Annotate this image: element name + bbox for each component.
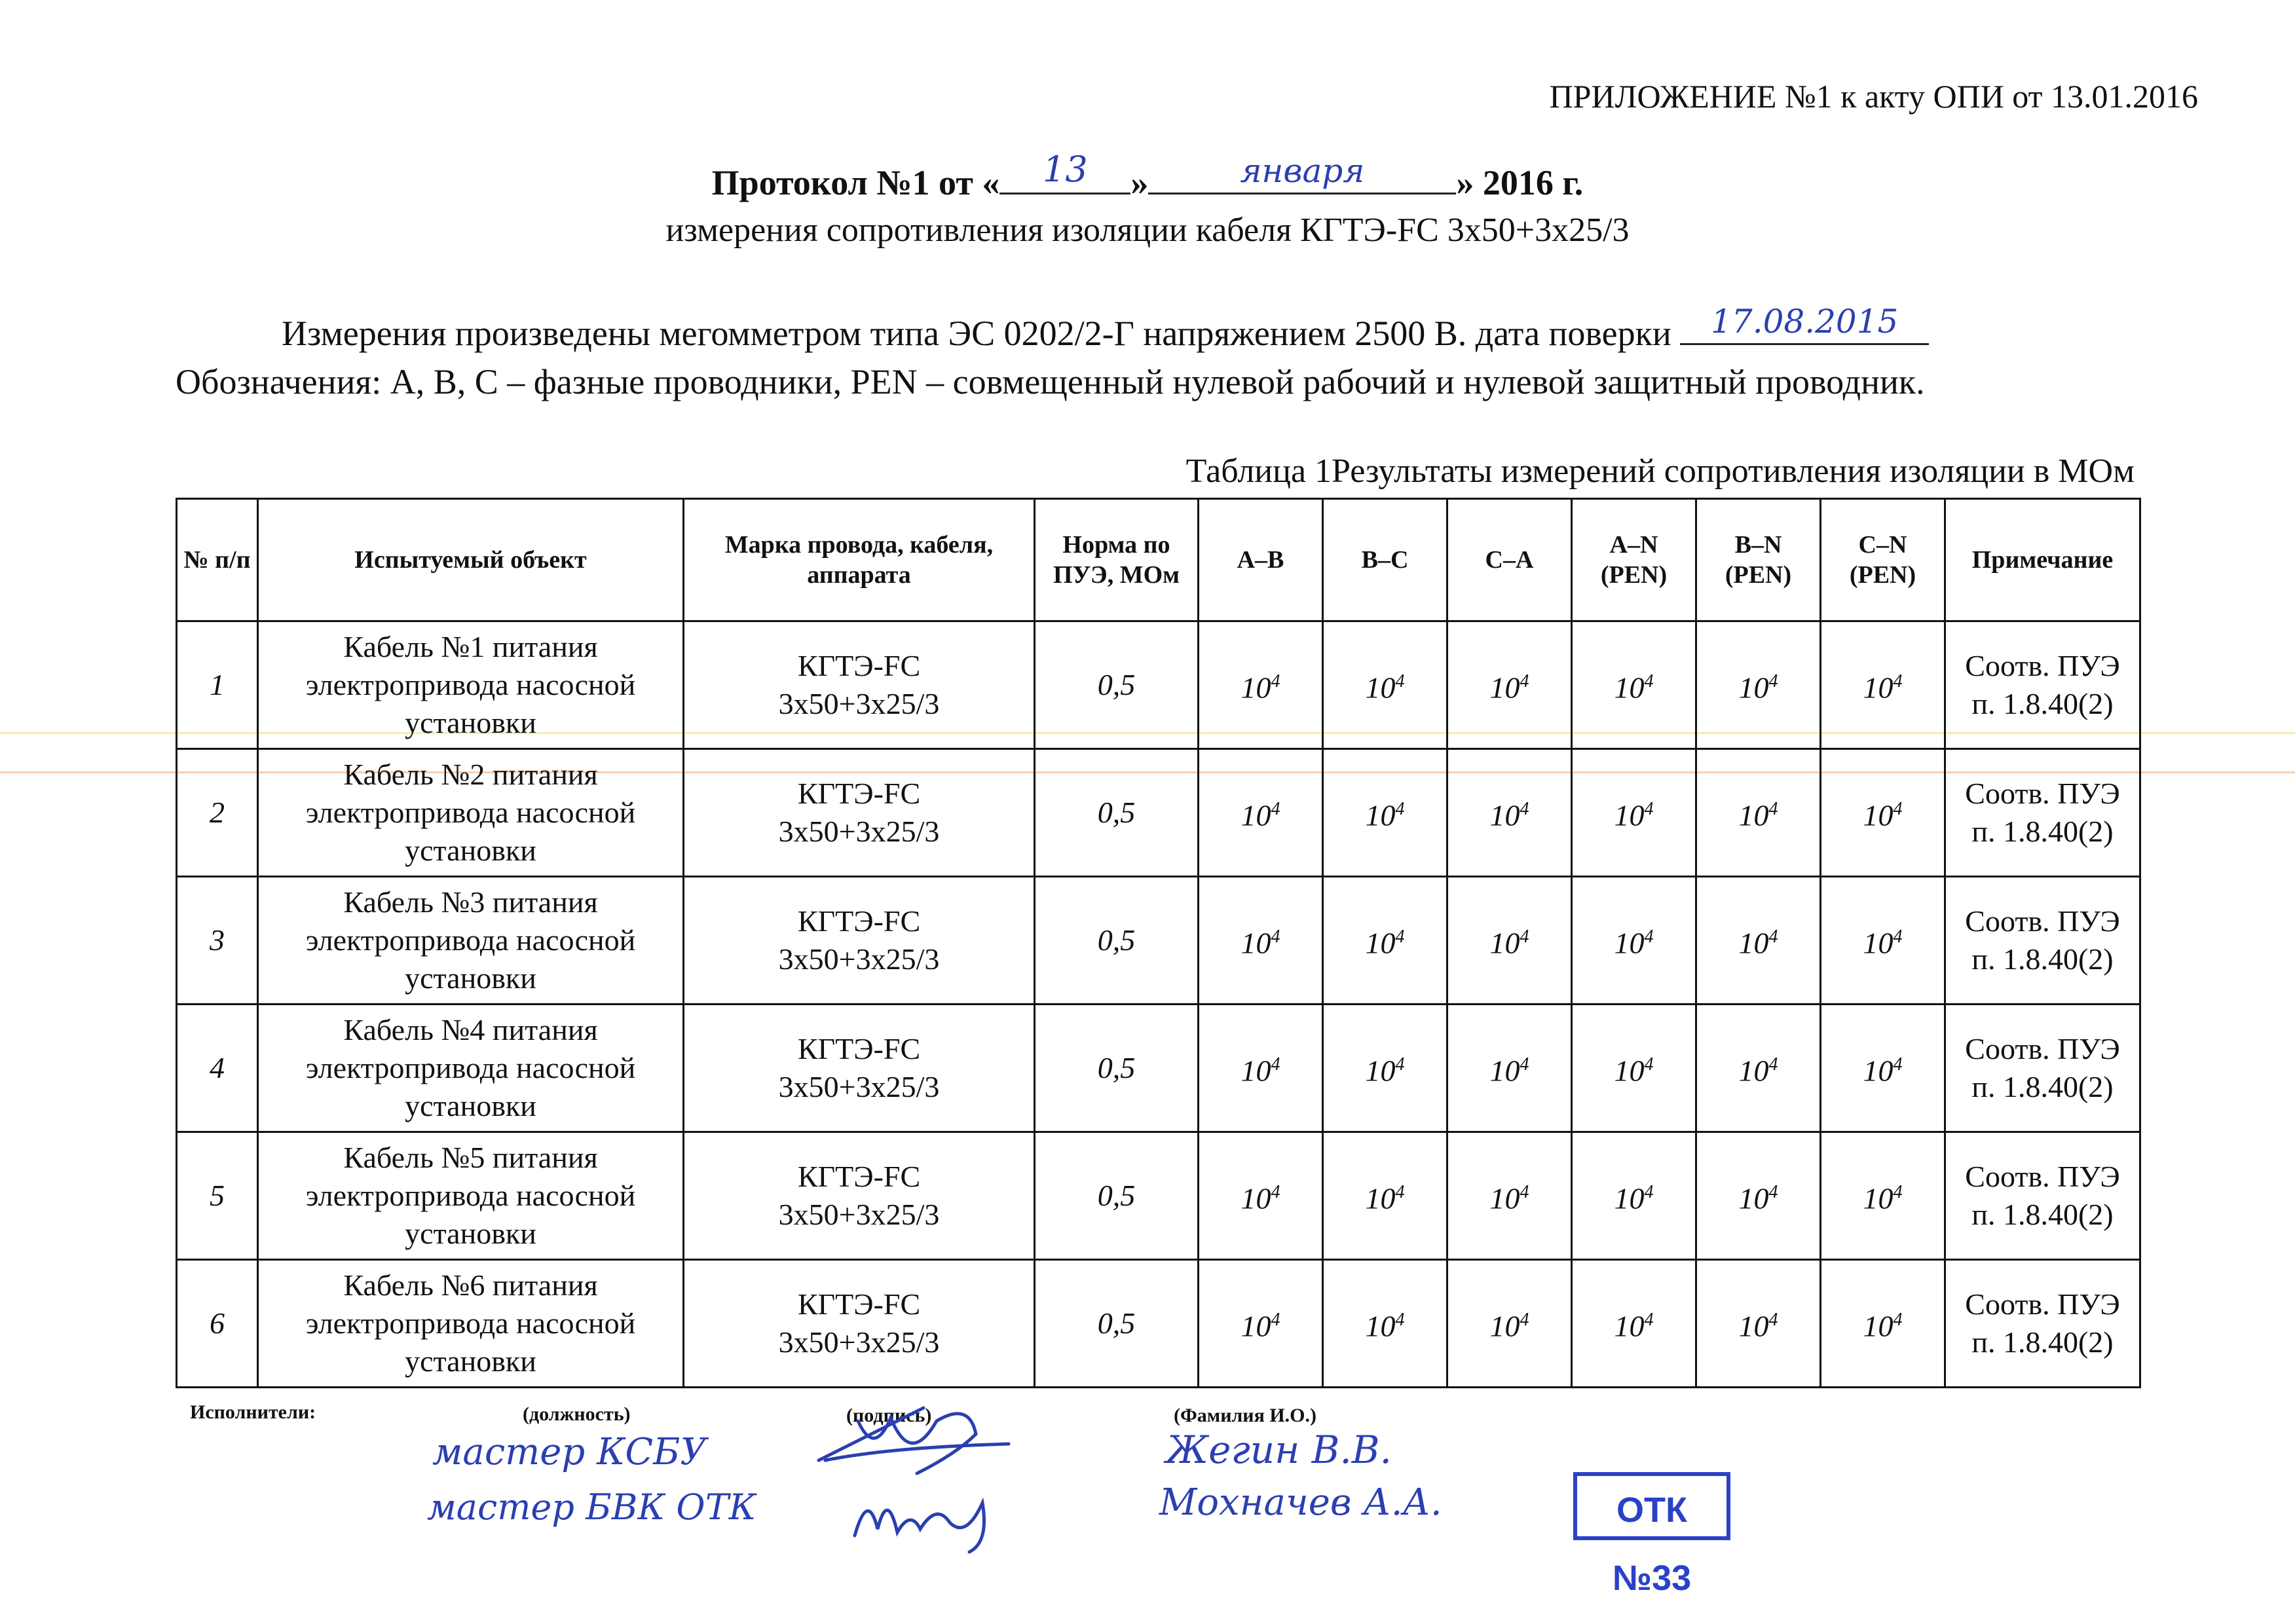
value-base: 10 <box>1738 926 1769 960</box>
col-header-num: № п/п <box>177 499 258 621</box>
value-exponent: 4 <box>1395 1310 1405 1331</box>
value-base: 10 <box>1241 671 1271 705</box>
cell-norm: 0,5 <box>1035 877 1199 1005</box>
value-base: 10 <box>1489 926 1520 960</box>
value-base: 10 <box>1738 1054 1769 1088</box>
cell-ca <box>1447 1260 1572 1388</box>
measurement-paragraph <box>282 303 1929 354</box>
cell-norm: 0,5 <box>1035 621 1199 749</box>
value-base: 10 <box>1241 1309 1271 1343</box>
brand-line-2: 3х50+3х25/3 <box>778 1198 940 1231</box>
value-exponent: 4 <box>1893 927 1903 948</box>
table-row <box>177 1260 2140 1388</box>
value-base: 10 <box>1614 798 1645 832</box>
table-header-row <box>177 499 2140 621</box>
note-line-1: Соотв. ПУЭ <box>1965 1032 2120 1065</box>
cell-cn <box>1821 1260 1945 1388</box>
value-exponent: 4 <box>1893 1182 1903 1203</box>
value-base: 10 <box>1738 1309 1769 1343</box>
value-exponent: 4 <box>1520 927 1529 948</box>
value-exponent: 4 <box>1768 1182 1778 1203</box>
brand-line-2: 3х50+3х25/3 <box>778 942 940 976</box>
cell-norm: 0,5 <box>1035 1132 1199 1260</box>
cell-brand <box>684 877 1035 1005</box>
value-exponent: 4 <box>1395 927 1405 948</box>
cell-bn <box>1696 877 1821 1005</box>
verification-date-blank <box>1680 303 1929 345</box>
otk-stamp: ОТК №33 <box>1573 1472 1730 1540</box>
cell-brand <box>684 1005 1035 1132</box>
cell-object: Кабель №2 питания электропривода насосной установки <box>258 749 684 877</box>
cell-object: Кабель №1 питания электропривода насосной установки <box>258 621 684 749</box>
month-blank <box>1148 152 1456 194</box>
value-exponent: 4 <box>1520 799 1529 820</box>
value-base: 10 <box>1365 798 1396 832</box>
value-exponent: 4 <box>1520 671 1529 692</box>
note-line-2: п. 1.8.40(2) <box>1971 815 2114 848</box>
cell-norm: 0,5 <box>1035 1260 1199 1388</box>
value-base: 10 <box>1614 1181 1645 1215</box>
value-base: 10 <box>1489 671 1520 705</box>
position-label: (должность) <box>523 1403 631 1425</box>
title-mid: » <box>1130 163 1149 202</box>
cell-brand <box>684 1260 1035 1388</box>
cell-bc <box>1323 621 1447 749</box>
cell-bc <box>1323 749 1447 877</box>
cell-object: Кабель №3 питания электропривода насосной установки <box>258 877 684 1005</box>
value-base: 10 <box>1365 1309 1396 1343</box>
cell-ab <box>1199 1132 1323 1260</box>
cell-cn <box>1821 621 1945 749</box>
value-exponent: 4 <box>1395 1182 1405 1203</box>
handwritten-position-2: мастер БВК ОТК <box>427 1486 756 1528</box>
cell-bc <box>1323 1260 1447 1388</box>
cell-ca <box>1447 749 1572 877</box>
performers-label: Исполнители: <box>190 1401 316 1423</box>
cell-note <box>1945 877 2140 1005</box>
col-header-ca: С–А <box>1447 499 1572 621</box>
value-exponent: 4 <box>1768 1310 1778 1331</box>
brand-line-1: КГТЭ-FC <box>797 1287 921 1321</box>
cell-object: Кабель №6 питания электропривода насосной установки <box>258 1260 684 1388</box>
value-base: 10 <box>1863 1309 1894 1343</box>
cell-an <box>1572 621 1696 749</box>
cell-ca <box>1447 877 1572 1005</box>
note-line-1: Соотв. ПУЭ <box>1965 1160 2120 1193</box>
brand-line-2: 3х50+3х25/3 <box>778 687 940 720</box>
value-exponent: 4 <box>1520 1310 1529 1331</box>
note-line-1: Соотв. ПУЭ <box>1965 1287 2120 1321</box>
insulation-results-table <box>176 498 2141 1388</box>
value-exponent: 4 <box>1271 927 1280 948</box>
cell-an <box>1572 877 1696 1005</box>
table-row <box>177 621 2140 749</box>
value-exponent: 4 <box>1768 927 1778 948</box>
note-line-1: Соотв. ПУЭ <box>1965 649 2120 682</box>
value-base: 10 <box>1614 1309 1645 1343</box>
protocol-subtitle: измерения сопротивления изоляции кабеля КГТЭ-FC 3х50+3х25/3 <box>665 212 1630 249</box>
value-base: 10 <box>1863 926 1894 960</box>
value-base: 10 <box>1738 798 1769 832</box>
note-line-2: п. 1.8.40(2) <box>1971 942 2114 976</box>
col-header-bn: В–N (PEN) <box>1696 499 1821 621</box>
handwritten-month: января <box>1240 152 1365 190</box>
note-line-2: п. 1.8.40(2) <box>1971 687 2114 720</box>
value-exponent: 4 <box>1644 799 1654 820</box>
cell-ca <box>1447 1132 1572 1260</box>
value-base: 10 <box>1614 1054 1645 1088</box>
cell-ab <box>1199 749 1323 877</box>
title-prefix: Протокол №1 от « <box>711 163 1000 202</box>
cell-bn <box>1696 621 1821 749</box>
value-exponent: 4 <box>1644 1054 1654 1075</box>
signature-label: (подпись) <box>846 1405 932 1426</box>
value-exponent: 4 <box>1893 1310 1903 1331</box>
value-exponent: 4 <box>1520 1182 1529 1203</box>
brand-line-1: КГТЭ-FC <box>797 1160 921 1193</box>
value-exponent: 4 <box>1395 1054 1405 1075</box>
cell-ab <box>1199 1005 1323 1132</box>
cell-num: 6 <box>177 1260 258 1388</box>
cell-note <box>1945 749 2140 877</box>
value-exponent: 4 <box>1395 799 1405 820</box>
handwritten-name-1: Жегин В.В. <box>1166 1428 1392 1472</box>
brand-line-2: 3х50+3х25/3 <box>778 815 940 848</box>
name-label: (Фамилия И.О.) <box>1174 1405 1316 1426</box>
value-exponent: 4 <box>1893 1054 1903 1075</box>
table-row <box>177 1005 2140 1132</box>
handwritten-position-1: мастер КСБУ <box>432 1431 707 1473</box>
cell-bn <box>1696 1132 1821 1260</box>
value-base: 10 <box>1365 1181 1396 1215</box>
day-blank <box>999 149 1130 194</box>
cell-bc <box>1323 1005 1447 1132</box>
value-exponent: 4 <box>1768 799 1778 820</box>
value-exponent: 4 <box>1644 927 1654 948</box>
value-exponent: 4 <box>1768 671 1778 692</box>
value-base: 10 <box>1241 1181 1271 1215</box>
table-row <box>177 1132 2140 1260</box>
note-line-1: Соотв. ПУЭ <box>1965 904 2120 938</box>
cell-bn <box>1696 1260 1821 1388</box>
value-base: 10 <box>1614 926 1645 960</box>
value-base: 10 <box>1738 671 1769 705</box>
handwritten-day: 13 <box>1043 149 1088 190</box>
cell-num: 3 <box>177 877 258 1005</box>
brand-line-2: 3х50+3х25/3 <box>778 1070 940 1103</box>
col-header-object: Испытуемый объект <box>258 499 684 621</box>
cell-an <box>1572 749 1696 877</box>
cell-note <box>1945 1260 2140 1388</box>
cell-bc <box>1323 1132 1447 1260</box>
value-exponent: 4 <box>1271 1054 1280 1075</box>
value-base: 10 <box>1489 798 1520 832</box>
cell-bn <box>1696 749 1821 877</box>
value-base: 10 <box>1489 1309 1520 1343</box>
cell-note <box>1945 621 2140 749</box>
handwritten-signature-2 <box>851 1477 1022 1555</box>
value-exponent: 4 <box>1271 1182 1280 1203</box>
cell-note <box>1945 1132 2140 1260</box>
note-line-2: п. 1.8.40(2) <box>1971 1070 2114 1103</box>
value-base: 10 <box>1365 926 1396 960</box>
value-exponent: 4 <box>1271 799 1280 820</box>
value-exponent: 4 <box>1395 671 1405 692</box>
brand-line-1: КГТЭ-FC <box>797 777 921 810</box>
value-base: 10 <box>1863 1054 1894 1088</box>
cell-bn <box>1696 1005 1821 1132</box>
cell-bc <box>1323 877 1447 1005</box>
protocol-title <box>0 149 2295 203</box>
value-base: 10 <box>1365 1054 1396 1088</box>
cell-cn <box>1821 1005 1945 1132</box>
value-exponent: 4 <box>1644 1182 1654 1203</box>
handwritten-name-2: Мохначев А.А. <box>1159 1481 1442 1524</box>
value-base: 10 <box>1863 798 1894 832</box>
cell-cn <box>1821 749 1945 877</box>
brand-line-1: КГТЭ-FC <box>797 904 921 938</box>
value-base: 10 <box>1489 1054 1520 1088</box>
value-exponent: 4 <box>1893 671 1903 692</box>
note-line-2: п. 1.8.40(2) <box>1971 1198 2114 1231</box>
cell-cn <box>1821 1132 1945 1260</box>
col-header-brand: Марка провода, кабеля, аппарата <box>684 499 1035 621</box>
cell-num: 4 <box>177 1005 258 1132</box>
value-exponent: 4 <box>1768 1054 1778 1075</box>
cell-brand <box>684 749 1035 877</box>
cell-num: 5 <box>177 1132 258 1260</box>
note-line-2: п. 1.8.40(2) <box>1971 1325 2114 1359</box>
value-base: 10 <box>1614 671 1645 705</box>
handwritten-verification-date: 17.08.2015 <box>1711 303 1899 341</box>
measurement-text: Измерения произведены мегомметром типа ЭС 0202/2-Г напряжением 2500 В. дата поверки <box>282 314 1671 353</box>
cell-brand <box>684 621 1035 749</box>
cell-ca <box>1447 621 1572 749</box>
cell-cn <box>1821 877 1945 1005</box>
brand-line-2: 3х50+3х25/3 <box>778 1325 940 1359</box>
value-exponent: 4 <box>1893 799 1903 820</box>
value-exponent: 4 <box>1271 1310 1280 1331</box>
cell-ab <box>1199 1260 1323 1388</box>
value-base: 10 <box>1241 798 1271 832</box>
cell-ab <box>1199 621 1323 749</box>
appendix-reference: ПРИЛОЖЕНИЕ №1 к акту ОПИ от 13.01.2016 <box>1549 78 2198 115</box>
table-row <box>177 749 2140 877</box>
cell-an <box>1572 1005 1696 1132</box>
note-line-1: Соотв. ПУЭ <box>1965 777 2120 810</box>
col-header-cn: С–N (PEN) <box>1821 499 1945 621</box>
table-caption: Таблица 1Результаты измерений сопротивления изоляции в МОм <box>1185 452 2135 490</box>
col-header-ab: А–В <box>1199 499 1323 621</box>
value-exponent: 4 <box>1520 1054 1529 1075</box>
value-base: 10 <box>1241 1054 1271 1088</box>
table-body <box>177 621 2140 1388</box>
cell-ca <box>1447 1005 1572 1132</box>
value-base: 10 <box>1863 671 1894 705</box>
cell-ab <box>1199 877 1323 1005</box>
cell-num: 2 <box>177 749 258 877</box>
value-exponent: 4 <box>1271 671 1280 692</box>
col-header-an: А–N (PEN) <box>1572 499 1696 621</box>
cell-brand <box>684 1132 1035 1260</box>
value-base: 10 <box>1365 671 1396 705</box>
table-row <box>177 877 2140 1005</box>
value-exponent: 4 <box>1644 671 1654 692</box>
value-base: 10 <box>1863 1181 1894 1215</box>
col-header-note: Примечание <box>1945 499 2140 621</box>
value-exponent: 4 <box>1644 1310 1654 1331</box>
value-base: 10 <box>1489 1181 1520 1215</box>
brand-line-1: КГТЭ-FC <box>797 1032 921 1065</box>
cell-an <box>1572 1260 1696 1388</box>
cell-an <box>1572 1132 1696 1260</box>
col-header-norm: Норма по ПУЭ, МОм <box>1035 499 1199 621</box>
value-base: 10 <box>1241 926 1271 960</box>
cell-object: Кабель №4 питания электропривода насосной установки <box>258 1005 684 1132</box>
value-base: 10 <box>1738 1181 1769 1215</box>
title-suffix: » 2016 г. <box>1456 163 1584 202</box>
brand-line-1: КГТЭ-FC <box>797 649 921 682</box>
cell-note <box>1945 1005 2140 1132</box>
cell-norm: 0,5 <box>1035 1005 1199 1132</box>
col-header-bc: В–С <box>1323 499 1447 621</box>
cell-object: Кабель №5 питания электропривода насосной установки <box>258 1132 684 1260</box>
cell-num: 1 <box>177 621 258 749</box>
notation-paragraph: Обозначения: А, В, С – фазные проводники, PEN – совмещенный нулевой рабочий и нулевой защитный проводник. <box>176 362 1925 401</box>
cell-norm: 0,5 <box>1035 749 1199 877</box>
